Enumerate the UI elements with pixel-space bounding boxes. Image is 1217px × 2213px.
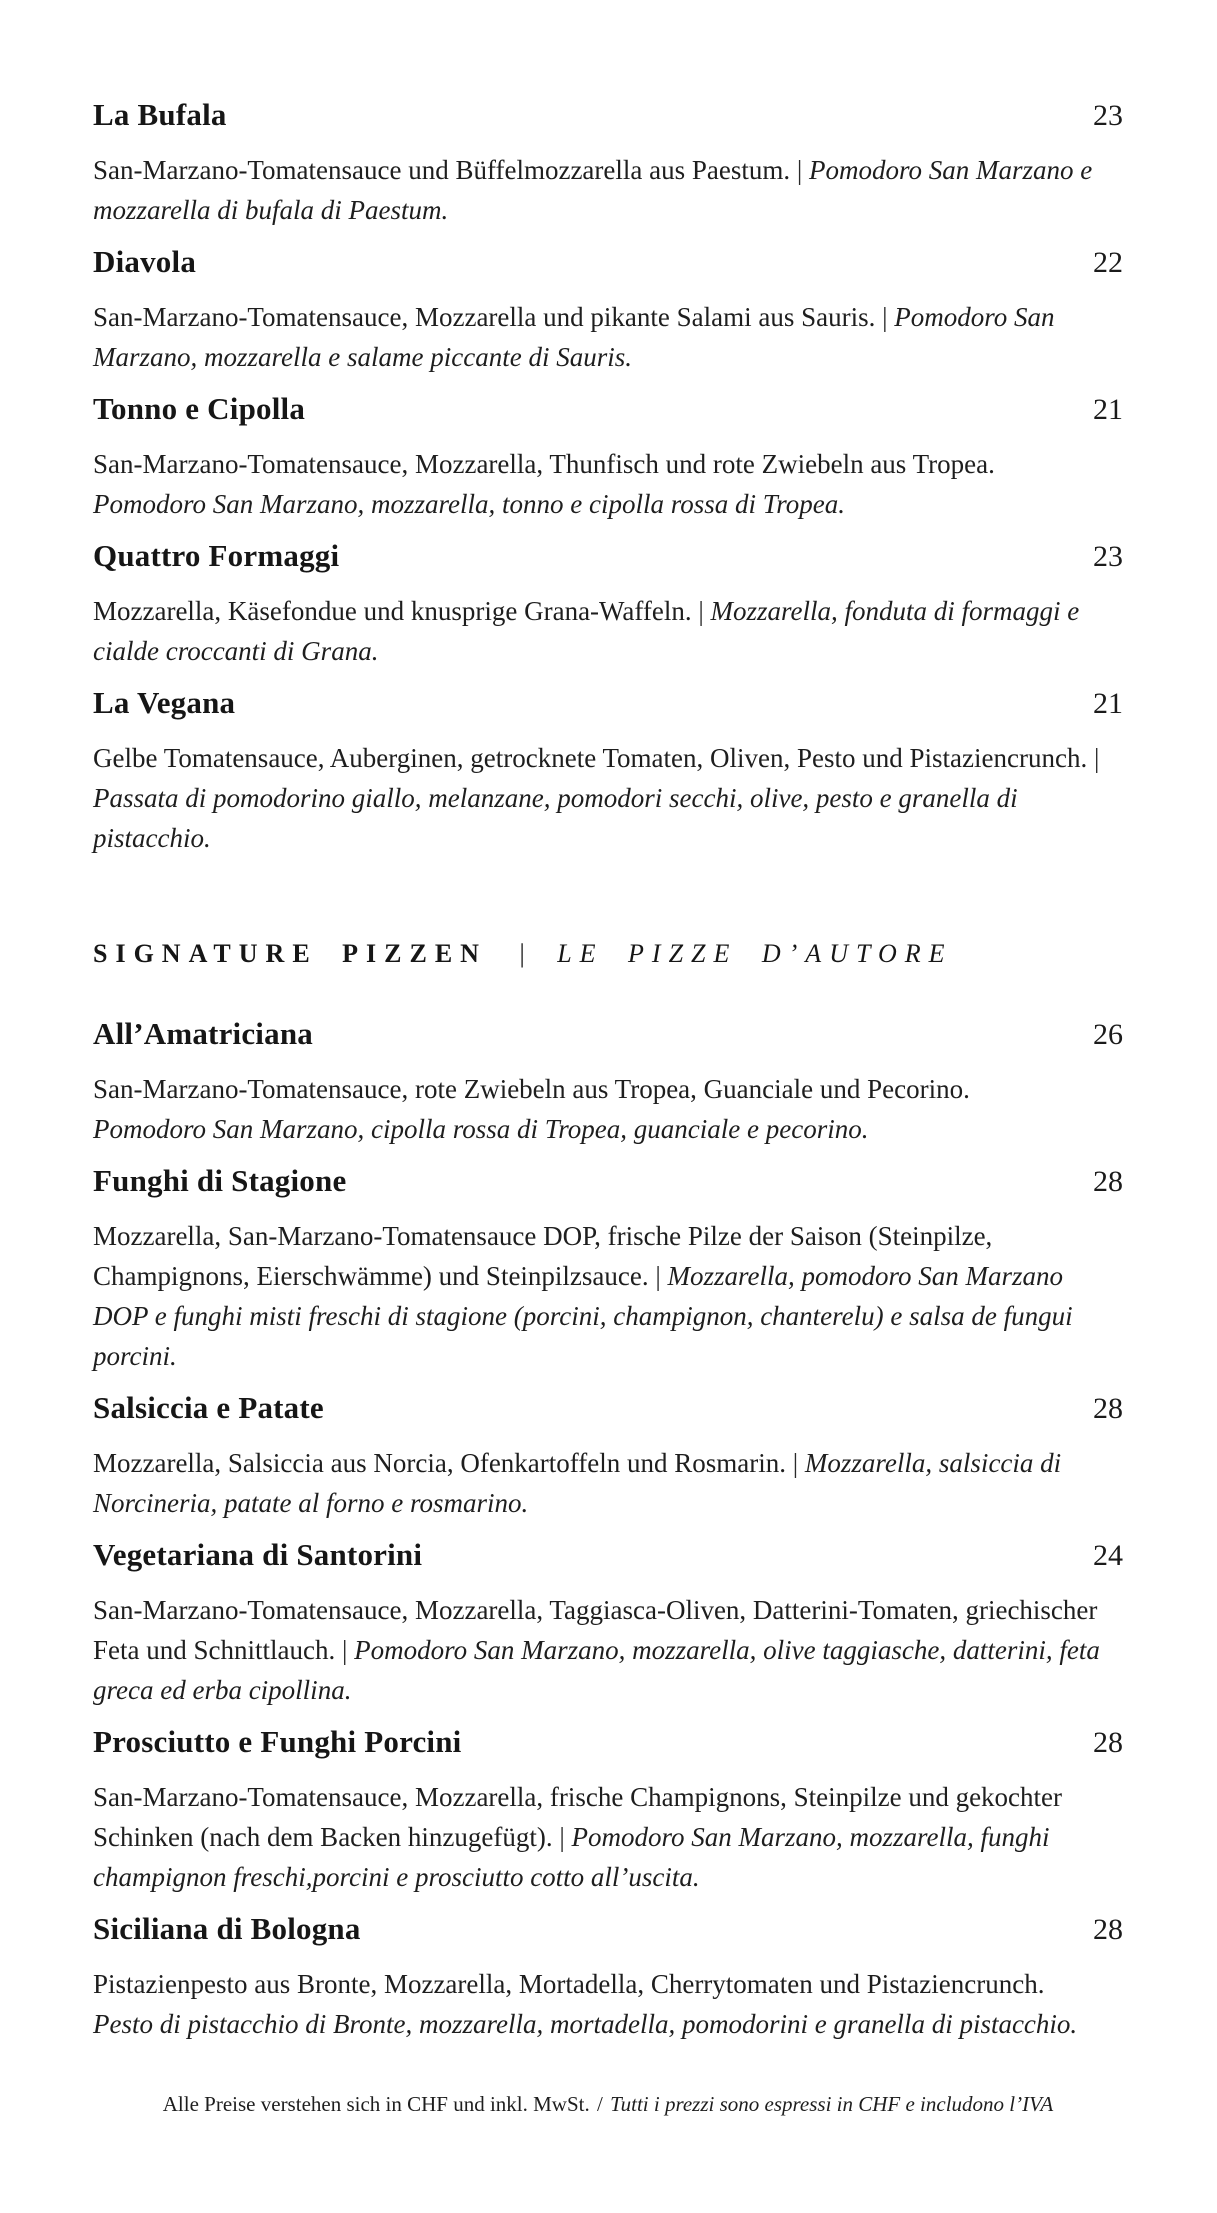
item-description-german: Pistazienpesto aus Bronte, Mozzarella, Mortadella, Cherrytomaten und Pistaziencrunch. [93,1969,1045,1999]
item-description [93,297,1123,377]
menu-item-header [93,1535,1123,1576]
item-description [93,1964,1123,2044]
section-separator: | [519,939,525,968]
item-description-italian: Pomodoro San Marzano, cipolla rossa di Tropea, guanciale e pecorino. [93,1114,869,1144]
item-price: 28 [1093,1165,1123,1198]
item-description-separator: | [792,1448,799,1478]
item-description [93,150,1123,230]
item-description-german: San-Marzano-Tomatensauce, Mozzarella, Thunfisch und rote Zwiebeln aus Tropea. [93,449,995,479]
menu-item-header [93,1161,1123,1202]
item-name: Vegetariana di Santorini [93,1537,423,1572]
menu-item-header [93,389,1123,430]
item-description-separator: | [796,155,803,185]
item-name: Tonno e Cipolla [93,391,306,426]
item-description-italian: Pomodoro San Marzano, mozzarella, olive taggiasche, datterini, feta greca ed erba cipollina. [93,1635,1100,1705]
item-description [93,1443,1123,1523]
price-notice-separator: / [597,2092,603,2116]
item-description-german: San-Marzano-Tomatensauce, rote Zwiebeln aus Tropea, Guanciale und Pecorino. [93,1074,970,1104]
item-description-german: Mozzarella, Käsefondue und knusprige Grana-Waffeln. [93,596,692,626]
menu-item [93,1722,1123,1897]
item-description-italian: Pomodoro San Marzano, mozzarella, funghi champignon freschi,porcini e prosciutto cotto all’uscita. [93,1822,1050,1892]
item-price: 22 [1093,246,1123,279]
price-notice-german: Alle Preise verstehen sich in CHF und inkl. MwSt. [162,2092,590,2116]
item-description-german: San-Marzano-Tomatensauce und Büffelmozzarella aus Paestum. [93,155,791,185]
menu-list-classic [93,95,1123,858]
item-description-german: Mozzarella, San-Marzano-Tomatensauce DOP, frische Pilze der Saison (Steinpilze, Champignons, Eierschwämme) und Steinpilzsauce. [93,1221,993,1291]
item-description [93,1777,1123,1897]
section-header [93,934,1123,974]
item-description-separator: | [1093,743,1100,773]
menu-item [93,242,1123,377]
item-description [93,738,1123,858]
item-description-italian: Pomodoro San Marzano e mozzarella di bufala di Paestum. [93,155,1093,225]
menu-item [93,1535,1123,1710]
item-description-italian: Pomodoro San Marzano, mozzarella e salame piccante di Sauris. [93,302,1055,372]
item-price: 23 [1093,540,1123,573]
item-name: All’Amatriciana [93,1016,313,1051]
section-title-italian: LE PIZZE D’AUTORE [557,939,953,968]
item-price: 28 [1093,1913,1123,1946]
item-description-separator: | [559,1822,565,1852]
menu-item-header [93,1722,1123,1763]
item-price: 21 [1093,393,1123,426]
menu-item [93,1161,1123,1376]
menu-item-header [93,242,1123,283]
item-name: La Bufala [93,97,227,132]
item-description-german: San-Marzano-Tomatensauce, Mozzarella und pikante Salami aus Sauris. [93,302,876,332]
item-description [93,444,1123,524]
item-description-german: Gelbe Tomatensauce, Auberginen, getrocknete Tomaten, Oliven, Pesto und Pistaziencrunch. [93,743,1088,773]
item-description-italian: Pomodoro San Marzano, mozzarella, tonno e cipolla rossa di Tropea. [93,489,846,519]
item-description-german: Mozzarella, Salsiccia aus Norcia, Ofenkartoffeln und Rosmarin. [93,1448,787,1478]
item-price: 26 [1093,1018,1123,1051]
item-description-separator: | [882,302,888,332]
item-description [93,1590,1123,1710]
item-price: 23 [1093,99,1123,132]
item-description-italian: Mozzarella, salsiccia di Norcineria, patate al forno e rosmarino. [93,1448,1062,1518]
item-description-german: San-Marzano-Tomatensauce, Mozzarella, frische Champignons, Steinpilze und gekochter Schinken (nach dem Backen hinzugefügt). [93,1782,1063,1852]
item-name: Salsiccia e Patate [93,1390,324,1425]
menu-item-header [93,1909,1123,1950]
item-description [93,1216,1123,1376]
item-description-german: San-Marzano-Tomatensauce, Mozzarella, Taggiasca-Oliven, Datterini-Tomaten, griechischer Feta und Schnittlauch. [93,1595,1098,1665]
item-name: Funghi di Stagione [93,1163,347,1198]
item-description-italian: Pesto di pistacchio di Bronte, mozzarella, mortadella, pomodorini e granella di pistacchio. [93,2009,1078,2039]
menu-item [93,95,1123,230]
menu-item-header [93,1388,1123,1429]
item-description-italian: Mozzarella, pomodoro San Marzano DOP e funghi misti freschi di stagione (porcini, champignon, chanterelu) e salsa de fungui porcini. [93,1261,1073,1371]
item-description-italian: Passata di pomodorino giallo, melanzane, pomodori secchi, olive, pesto e granella di pistacchio. [93,783,1018,853]
menu-item [93,1909,1123,2044]
item-price: 21 [1093,687,1123,720]
menu-item-header [93,683,1123,724]
menu-item-header [93,1014,1123,1055]
item-description [93,591,1123,671]
item-description-separator: | [341,1635,348,1665]
menu-item [93,1014,1123,1149]
item-description-italian: Mozzarella, fonduta di formaggi e cialde croccanti di Grana. [93,596,1080,666]
section-title-german: SIGNATURE PIZZEN [93,939,487,968]
menu-item [93,536,1123,671]
item-name: Quattro Formaggi [93,538,340,573]
item-name: Siciliana di Bologna [93,1911,361,1946]
price-notice-italian: Tutti i prezzi sono espressi in CHF e includono l’IVA [610,2092,1054,2116]
price-notice [93,2089,1123,2119]
item-name: Diavola [93,244,197,279]
menu-item [93,389,1123,524]
item-price: 28 [1093,1726,1123,1759]
item-name: Prosciutto e Funghi Porcini [93,1724,462,1759]
menu-item-header [93,95,1123,136]
menu-item-header [93,536,1123,577]
item-description [93,1069,1123,1149]
item-description-separator: | [655,1261,661,1291]
menu-list-signature [93,1014,1123,2044]
item-name: La Vegana [93,685,236,720]
item-price: 28 [1093,1392,1123,1425]
menu-item [93,1388,1123,1523]
menu-item [93,683,1123,858]
item-description-separator: | [698,596,704,626]
item-price: 24 [1093,1539,1123,1572]
